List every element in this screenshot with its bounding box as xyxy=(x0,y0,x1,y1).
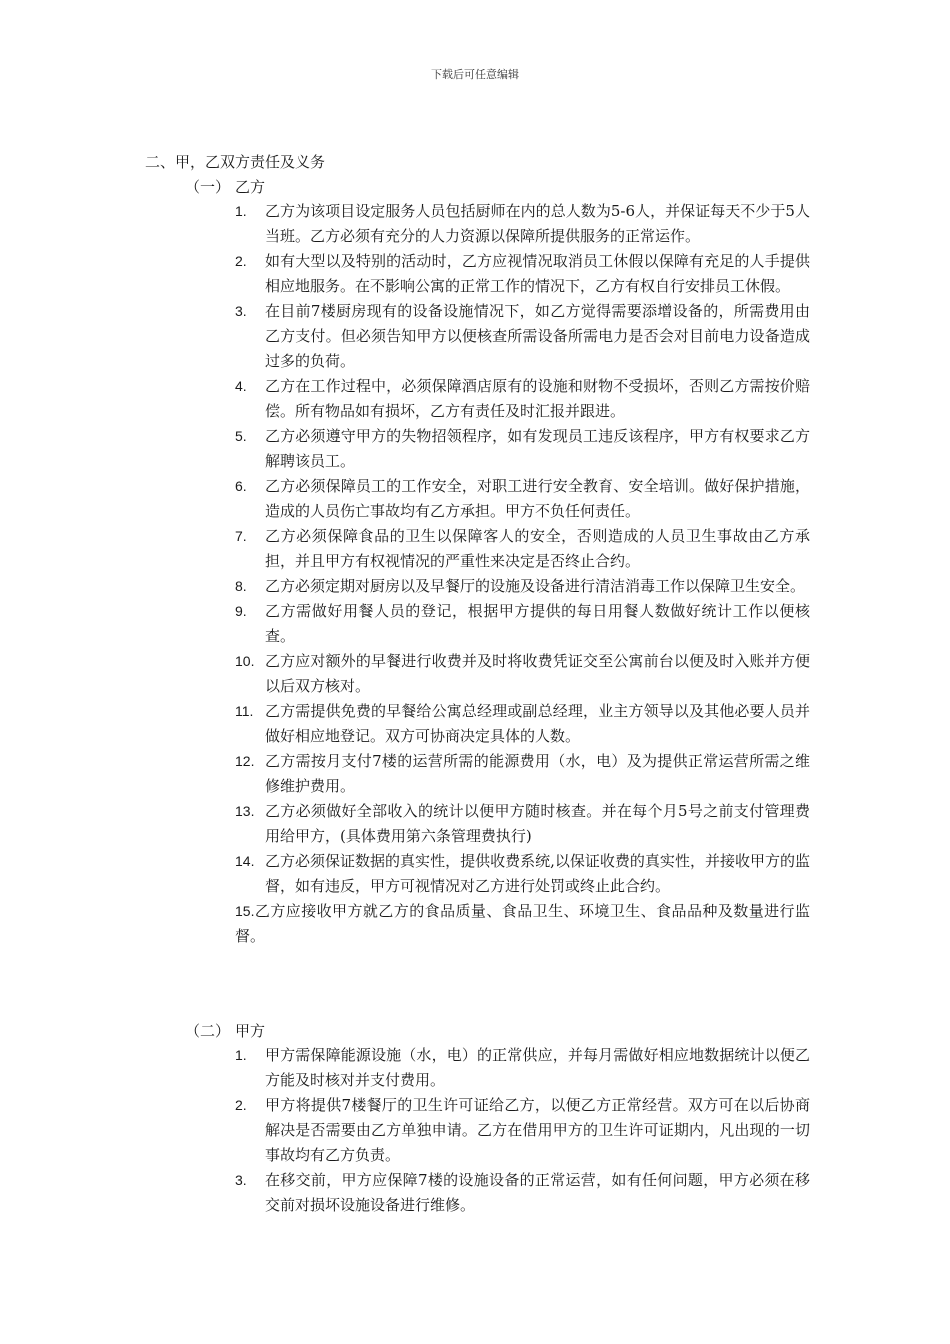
item-number: 11. xyxy=(235,703,254,719)
list-item xyxy=(235,1093,810,1168)
list-item xyxy=(235,1168,810,1218)
item-text: 乙方应对额外的早餐进行收费并及时将收费凭证交至公寓前台以便及时入账并方便以后双方核对。 xyxy=(265,652,810,695)
item-text: 甲方将提供7楼餐厅的卫生许可证给乙方，以便乙方正常经营。双方可在以后协商解决是否需要由乙方单独申请。乙方在借用甲方的卫生许可证期内，凡出现的一切事故均有乙方负责。 xyxy=(265,1096,810,1164)
item-number: 4. xyxy=(235,378,247,394)
item-text: 乙方应接收甲方就乙方的食品质量、食品卫生、环境卫生、食品品种及数量进行监督。 xyxy=(235,902,810,945)
item-text: 乙方需按月支付7楼的运营所需的能源费用（水，电）及为提供正常运营所需之维修维护费用。 xyxy=(265,752,810,795)
item-number: 1. xyxy=(235,203,247,219)
list-item xyxy=(235,574,810,599)
subsection-number: （一） xyxy=(185,178,231,196)
list-item xyxy=(235,424,810,474)
section-title: 二、甲，乙双方责任及义务 xyxy=(145,153,326,171)
item-number: 3. xyxy=(235,303,247,319)
list-item xyxy=(235,474,810,524)
item-number: 8. xyxy=(235,578,247,594)
item-number: 3. xyxy=(235,1172,247,1188)
list-item xyxy=(235,749,810,799)
list-item xyxy=(235,649,810,699)
list-item xyxy=(235,299,810,374)
subsection-label: 乙方 xyxy=(235,178,266,196)
item-text: 乙方需做好用餐人员的登记，根据甲方提供的每日用餐人数做好统计工作以便核查。 xyxy=(265,602,810,645)
item-text: 乙方必须保障员工的工作安全，对职工进行安全教育、安全培训。做好保护措施，造成的人员伤亡事故均有乙方承担。甲方不负任何责任。 xyxy=(265,477,810,520)
item-text: 乙方必须做好全部收入的统计以便甲方随时核查。并在每个月5号之前支付管理费用给甲方，(具体费用第六条管理费执行) xyxy=(265,802,810,845)
subsection-heading-party-a xyxy=(185,1021,265,1041)
list-item xyxy=(235,849,810,899)
subsection-number: （二） xyxy=(185,1022,231,1040)
item-text: 乙方必须遵守甲方的失物招领程序，如有发现员工违反该程序，甲方有权要求乙方解聘该员工。 xyxy=(265,427,810,470)
list-item xyxy=(235,249,810,299)
item-text: 乙方必须保障食品的卫生以保障客人的安全，否则造成的人员卫生事故由乙方承担，并且甲方有权视情况的严重性来决定是否终止合约。 xyxy=(265,527,810,570)
item-number: 2. xyxy=(235,1097,247,1113)
item-number: 12. xyxy=(235,753,255,769)
item-text: 乙方需提供免费的早餐给公寓总经理或副总经理，业主方领导以及其他必要人员并做好相应地登记。双方可协商决定具体的人数。 xyxy=(265,702,810,745)
list-item xyxy=(235,524,810,574)
item-number: 2. xyxy=(235,253,247,269)
item-text: 如有大型以及特别的活动时，乙方应视情况取消员工休假以保障有充足的人手提供相应地服务。在不影响公寓的正常工作的情况下，乙方有权自行安排员工休假。 xyxy=(265,252,810,295)
list-item xyxy=(235,599,810,649)
item-text: 甲方需保障能源设施（水，电）的正常供应，并每月需做好相应地数据统计以便乙方能及时核对并支付费用。 xyxy=(265,1046,810,1089)
list-item xyxy=(235,799,810,849)
item-text: 乙方为该项目设定服务人员包括厨师在内的总人数为5-6人，并保证每天不少于5人当班。乙方必须有充分的人力资源以保障所提供服务的正常运作。 xyxy=(265,202,810,245)
item-number: 10. xyxy=(235,653,255,669)
list-item xyxy=(235,374,810,424)
item-number: 5. xyxy=(235,428,247,444)
list-item xyxy=(235,699,810,749)
item-number: 14. xyxy=(235,853,255,869)
page-header: 下载后可任意编辑 xyxy=(431,68,519,81)
item-number: 9. xyxy=(235,603,247,619)
item-text: 乙方在工作过程中，必须保障酒店原有的设施和财物不受损坏，否则乙方需按价赔偿。所有物品如有损坏，乙方有责任及时汇报并跟进。 xyxy=(265,377,810,420)
list-item xyxy=(235,899,810,949)
subsection-heading-party-b xyxy=(185,177,265,197)
item-text: 乙方必须保证数据的真实性，提供收费系统,以保证收费的真实性，并接收甲方的监督，如有违反，甲方可视情况对乙方进行处罚或终止此合约。 xyxy=(265,852,810,895)
party-a-duties-list xyxy=(235,1043,810,1218)
item-number: 15. xyxy=(235,903,255,919)
party-b-duties-list xyxy=(235,199,810,949)
subsection-label: 甲方 xyxy=(235,1022,266,1040)
item-text: 乙方必须定期对厨房以及早餐厅的设施及设备进行清洁消毒工作以保障卫生安全。 xyxy=(265,577,806,595)
item-number: 6. xyxy=(235,478,247,494)
item-text: 在目前7楼厨房现有的设备设施情况下，如乙方觉得需要添增设备的，所需费用由乙方支付。但必须告知甲方以便核查所需设备所需电力是否会对目前电力设备造成过多的负荷。 xyxy=(265,302,810,370)
item-number: 1. xyxy=(235,1047,247,1063)
item-number: 7. xyxy=(235,528,247,544)
item-number: 13. xyxy=(235,803,255,819)
item-text: 在移交前，甲方应保障7楼的设施设备的正常运营，如有任何问题，甲方必须在移交前对损坏设施设备进行维修。 xyxy=(265,1171,810,1214)
list-item xyxy=(235,199,810,249)
list-item xyxy=(235,1043,810,1093)
